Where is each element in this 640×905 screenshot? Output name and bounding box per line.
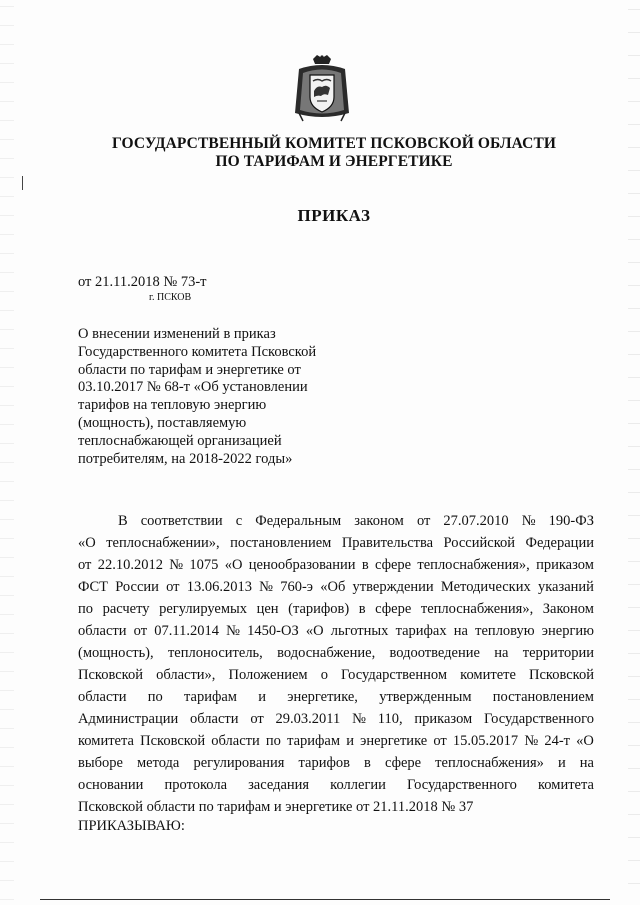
body-line: комитета Псковской области по тарифам и энергетике от 15.05.2017 № 24-т «О <box>78 733 594 749</box>
subject-line: потребителям, на 2018-2022 годы» <box>78 450 293 467</box>
subject-line: области по тарифам и энергетике от <box>78 361 301 378</box>
scan-edge-left <box>0 0 14 905</box>
scan-mark <box>22 176 23 190</box>
body-line: выборе метода регулирования тарифов в сфере теплоснабжения» и на <box>78 755 594 771</box>
body-line: по расчету регулируемых цен (тарифов) в сфере теплоснабжения», Законом <box>78 601 594 617</box>
document-date-number: от 21.11.2018 № 73-т <box>78 274 207 290</box>
document-place: г. ПСКОВ <box>149 292 192 303</box>
body-line: Псковской области по тарифам и энергетике от 21.11.2018 № 37 <box>78 799 474 815</box>
body-line: Псковской области», Положением о Государственном комитете Псковской <box>78 667 594 683</box>
body-line: области от 07.11.2014 № 1450-ОЗ «О льготных тарифах на тепловую энергию <box>78 623 594 639</box>
scan-bottom-line <box>40 899 610 900</box>
subject-line: тарифов на тепловую энергию <box>78 397 267 414</box>
document-type-title: ПРИКАЗ <box>297 206 371 225</box>
document-body <box>78 510 594 818</box>
scan-edge-right <box>628 0 640 905</box>
organization-name <box>60 135 608 171</box>
subject-line: (мощность), поставляемую <box>78 414 247 431</box>
subject-line: 03.10.2017 № 68-т «Об установлении <box>78 379 308 396</box>
body-line: В соответствии с Федеральным законом от 27.07.2010 № 190-ФЗ <box>118 513 594 529</box>
coat-of-arms-icon <box>293 55 351 123</box>
body-line: основании протокола заседания коллегии Государственного комитета <box>78 777 594 793</box>
subject-line: теплоснабжающей организацией <box>78 432 282 449</box>
body-line: Администрации области от 29.03.2011 № 110, приказом Государственного <box>78 711 594 727</box>
body-line: ФСТ России от 13.06.2013 № 760-э «Об утверждении Методических указаний <box>78 579 594 595</box>
body-line: от 22.10.2012 № 1075 «О ценообразовании в сфере теплоснабжения», приказом <box>78 557 594 573</box>
subject-line: Государственного комитета Псковской <box>78 343 317 360</box>
body-line: (мощность), теплоноситель, водоснабжение, водоотведение на территории <box>78 645 594 661</box>
org-name-line-2: ПО ТАРИФАМ И ЭНЕРГЕТИКЕ <box>215 153 453 170</box>
document-subject <box>78 326 378 468</box>
order-word: ПРИКАЗЫВАЮ: <box>78 818 185 834</box>
org-name-line-1: ГОСУДАРСТВЕННЫЙ КОМИТЕТ ПСКОВСКОЙ ОБЛАСТИ <box>111 135 557 152</box>
body-line: «О теплоснабжении», постановлением Правительства Российской Федерации <box>78 535 594 551</box>
subject-line: О внесении изменений в приказ <box>78 326 276 342</box>
body-line: области по тарифам и энергетике, утвержденным постановлением <box>78 689 594 705</box>
